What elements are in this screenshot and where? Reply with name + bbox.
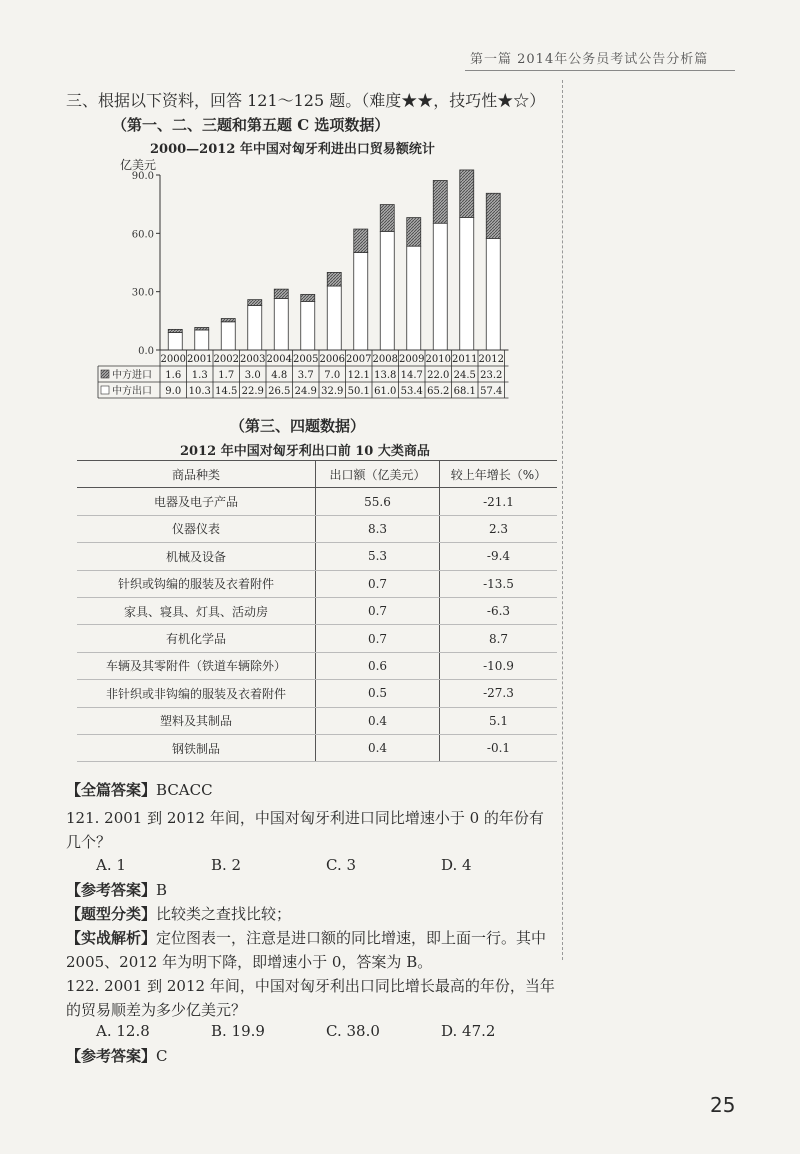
option-c: C. 38.0 — [326, 1022, 380, 1040]
table-row — [77, 652, 557, 679]
type-value: 比较类之查找比较； — [156, 905, 292, 923]
growth-cell: 8.7 — [440, 625, 558, 652]
export-goods-table — [77, 460, 557, 762]
table-row — [77, 707, 557, 734]
all-answers — [66, 778, 213, 802]
all-answers-value: BCACC — [156, 781, 213, 799]
question-122-answer — [66, 1044, 168, 1068]
category-cell: 家具、寝具、灯具、活动房 — [77, 597, 316, 624]
export-bar — [327, 286, 341, 350]
x-tick-label: 2010 — [425, 354, 451, 365]
growth-cell: 5.1 — [440, 707, 558, 734]
x-tick-label: 2012 — [478, 354, 504, 365]
category-cell: 有机化学品 — [77, 625, 316, 652]
category-cell: 钢铁制品 — [77, 734, 316, 761]
export-data-label: 9.0 — [165, 386, 182, 397]
import-data-label: 7.0 — [324, 370, 341, 381]
x-tick-label: 2008 — [372, 354, 398, 365]
table-row — [77, 625, 557, 652]
import-bar — [168, 329, 182, 332]
table-row — [77, 543, 557, 570]
growth-cell: -21.1 — [440, 488, 558, 515]
x-tick-label: 2007 — [346, 354, 372, 365]
export-cell: 0.4 — [316, 734, 440, 761]
import-bar — [354, 229, 368, 253]
analysis-value: 定位图表一，注意是进口额的同比增速，即上面一行。其中 2005、2012 年为明下降，即增速小于 0，答案为 B。 — [66, 929, 547, 971]
export-data-label: 24.9 — [294, 386, 317, 397]
import-bar — [460, 170, 474, 218]
export-cell: 0.7 — [316, 570, 440, 597]
export-cell: 55.6 — [316, 488, 440, 515]
legend-import-label: 中方进口 — [112, 370, 152, 381]
import-data-label: 4.8 — [271, 370, 288, 381]
export-data-label: 65.2 — [427, 386, 450, 397]
import-data-label: 3.0 — [244, 370, 261, 381]
import-bar — [433, 180, 447, 223]
chart-title: 2000—2012 年中国对匈牙利进出口贸易额统计 — [150, 142, 435, 157]
export-data-label: 26.5 — [268, 386, 291, 397]
import-data-label: 3.7 — [297, 370, 314, 381]
growth-cell: -13.5 — [440, 570, 558, 597]
category-cell: 非针织或非钩编的服装及衣着附件 — [77, 680, 316, 707]
growth-cell: -9.4 — [440, 543, 558, 570]
table-row — [77, 515, 557, 542]
table-section-label: （第三、四题数据） — [230, 417, 366, 435]
question-121-analysis — [66, 926, 556, 974]
x-tick-label: 2004 — [266, 354, 292, 365]
import-bar — [380, 205, 394, 232]
legend-import-swatch — [101, 370, 109, 378]
growth-cell: 2.3 — [440, 515, 558, 542]
x-tick-label: 2001 — [187, 354, 213, 365]
import-bar — [248, 300, 262, 306]
export-data-label: 32.9 — [321, 386, 344, 397]
x-tick-label: 2002 — [213, 354, 239, 365]
export-data-label: 61.0 — [374, 386, 397, 397]
option-b: B. 2 — [211, 856, 242, 874]
export-bar — [274, 298, 288, 350]
export-cell: 0.7 — [316, 597, 440, 624]
table-row — [77, 734, 557, 761]
import-bar — [195, 327, 209, 330]
import-data-label: 1.6 — [165, 370, 182, 381]
export-cell: 0.4 — [316, 707, 440, 734]
question-121-answer — [66, 878, 167, 902]
question-122-options — [96, 1022, 556, 1040]
export-cell: 5.3 — [316, 543, 440, 570]
import-bar — [327, 272, 341, 286]
legend-export-swatch — [101, 386, 109, 394]
y-tick-label: 30.0 — [131, 287, 154, 299]
export-data-label: 22.9 — [241, 386, 264, 397]
import-data-label: 13.8 — [374, 370, 397, 381]
export-data-label: 53.4 — [400, 386, 423, 397]
table-header-category: 商品种类 — [77, 461, 316, 488]
question-122-stem: 122. 2001 到 2012 年间，中国对匈牙利出口同比增长最高的年份，当年的贸易顺差为多少亿美元？ — [66, 977, 555, 1019]
x-tick-label: 2009 — [399, 354, 425, 365]
export-cell: 0.7 — [316, 625, 440, 652]
import-bar — [301, 294, 315, 301]
export-bar — [354, 253, 368, 350]
question-121-type — [66, 902, 291, 926]
x-tick-label: 2006 — [319, 354, 345, 365]
export-data-label: 57.4 — [480, 386, 503, 397]
x-tick-label: 2011 — [452, 354, 478, 365]
import-bar — [407, 218, 421, 247]
table-row — [77, 488, 557, 515]
option-a: A. 1 — [96, 856, 126, 874]
export-data-label: 68.1 — [453, 386, 476, 397]
category-cell: 车辆及其零附件（铁道车辆除外） — [77, 652, 316, 679]
y-tick-label: 0.0 — [138, 346, 154, 357]
export-bar — [248, 305, 262, 350]
question-121-stem: 121. 2001 到 2012 年间，中国对匈牙利进口同比增速小于 0 的年份有几个？ — [66, 809, 544, 851]
trade-bar-chart — [90, 160, 540, 410]
table-row — [77, 680, 557, 707]
export-bar — [486, 238, 500, 350]
import-data-label: 12.1 — [347, 370, 370, 381]
category-cell: 针织或钩编的服装及衣着附件 — [77, 570, 316, 597]
export-bar — [301, 302, 315, 350]
section-subtitle: （第一、二、三题和第五题 C 选项数据） — [112, 116, 390, 134]
import-bar — [486, 193, 500, 238]
export-cell: 0.5 — [316, 680, 440, 707]
table-header-export: 出口额（亿美元） — [316, 461, 440, 488]
category-cell: 仪器仪表 — [77, 515, 316, 542]
option-d: D. 47.2 — [441, 1022, 496, 1040]
answer-value: C — [156, 1047, 168, 1065]
option-c: C. 3 — [326, 856, 357, 874]
export-data-label: 14.5 — [215, 386, 238, 397]
export-bar — [195, 330, 209, 350]
y-tick-label: 60.0 — [131, 229, 154, 241]
question-121-options — [96, 856, 556, 874]
growth-cell: -6.3 — [440, 597, 558, 624]
option-a: A. 12.8 — [96, 1022, 150, 1040]
analysis-label: 【实战解析】 — [66, 929, 157, 947]
import-data-label: 14.7 — [400, 370, 423, 381]
export-bar — [433, 223, 447, 350]
page-number: 25 — [710, 1093, 736, 1117]
answer-label: 【参考答案】 — [66, 1047, 157, 1065]
answer-label: 【参考答案】 — [66, 881, 157, 899]
export-cell: 0.6 — [316, 652, 440, 679]
export-data-label: 10.3 — [188, 386, 211, 397]
legend-export-label: 中方出口 — [112, 386, 152, 397]
table-row — [77, 570, 557, 597]
export-bar — [168, 333, 182, 351]
export-bar — [380, 231, 394, 350]
category-cell: 塑料及其制品 — [77, 707, 316, 734]
option-d: D. 4 — [441, 856, 472, 874]
export-cell: 8.3 — [316, 515, 440, 542]
header-rule — [465, 70, 735, 71]
x-tick-label: 2003 — [240, 354, 266, 365]
table-header-growth: 较上年增长（%） — [440, 461, 558, 488]
import-bar — [221, 319, 235, 322]
table-title: 2012 年中国对匈牙利出口前 10 大类商品 — [180, 444, 430, 459]
section-title: 三、根据以下资料，回答 121～125 题。（难度★★，技巧性★☆） — [66, 91, 546, 110]
x-tick-label: 2005 — [293, 354, 319, 365]
type-label: 【题型分类】 — [66, 905, 157, 923]
running-header: 第一篇 2014年公务员考试公告分析篇 — [470, 52, 709, 67]
option-b: B. 19.9 — [211, 1022, 265, 1040]
growth-cell: -0.1 — [440, 734, 558, 761]
chart-ylabel: 亿美元 — [120, 158, 157, 172]
table-row — [77, 597, 557, 624]
answer-value: B — [156, 881, 168, 899]
all-answers-label: 【全篇答案】 — [66, 781, 157, 799]
export-data-label: 50.1 — [347, 386, 370, 397]
export-bar — [221, 322, 235, 350]
export-bar — [460, 218, 474, 350]
import-data-label: 24.5 — [453, 370, 476, 381]
growth-cell: -10.9 — [440, 652, 558, 679]
import-data-label: 1.7 — [218, 370, 235, 381]
x-tick-label: 2000 — [160, 354, 186, 365]
export-bar — [407, 246, 421, 350]
import-data-label: 23.2 — [480, 370, 503, 381]
growth-cell: -27.3 — [440, 680, 558, 707]
y-tick-label: 90.0 — [131, 171, 154, 182]
import-data-label: 22.0 — [427, 370, 450, 381]
category-cell: 电器及电子产品 — [77, 488, 316, 515]
import-data-label: 1.3 — [191, 370, 208, 381]
import-bar — [274, 289, 288, 298]
margin-cut-line — [562, 80, 573, 960]
category-cell: 机械及设备 — [77, 543, 316, 570]
